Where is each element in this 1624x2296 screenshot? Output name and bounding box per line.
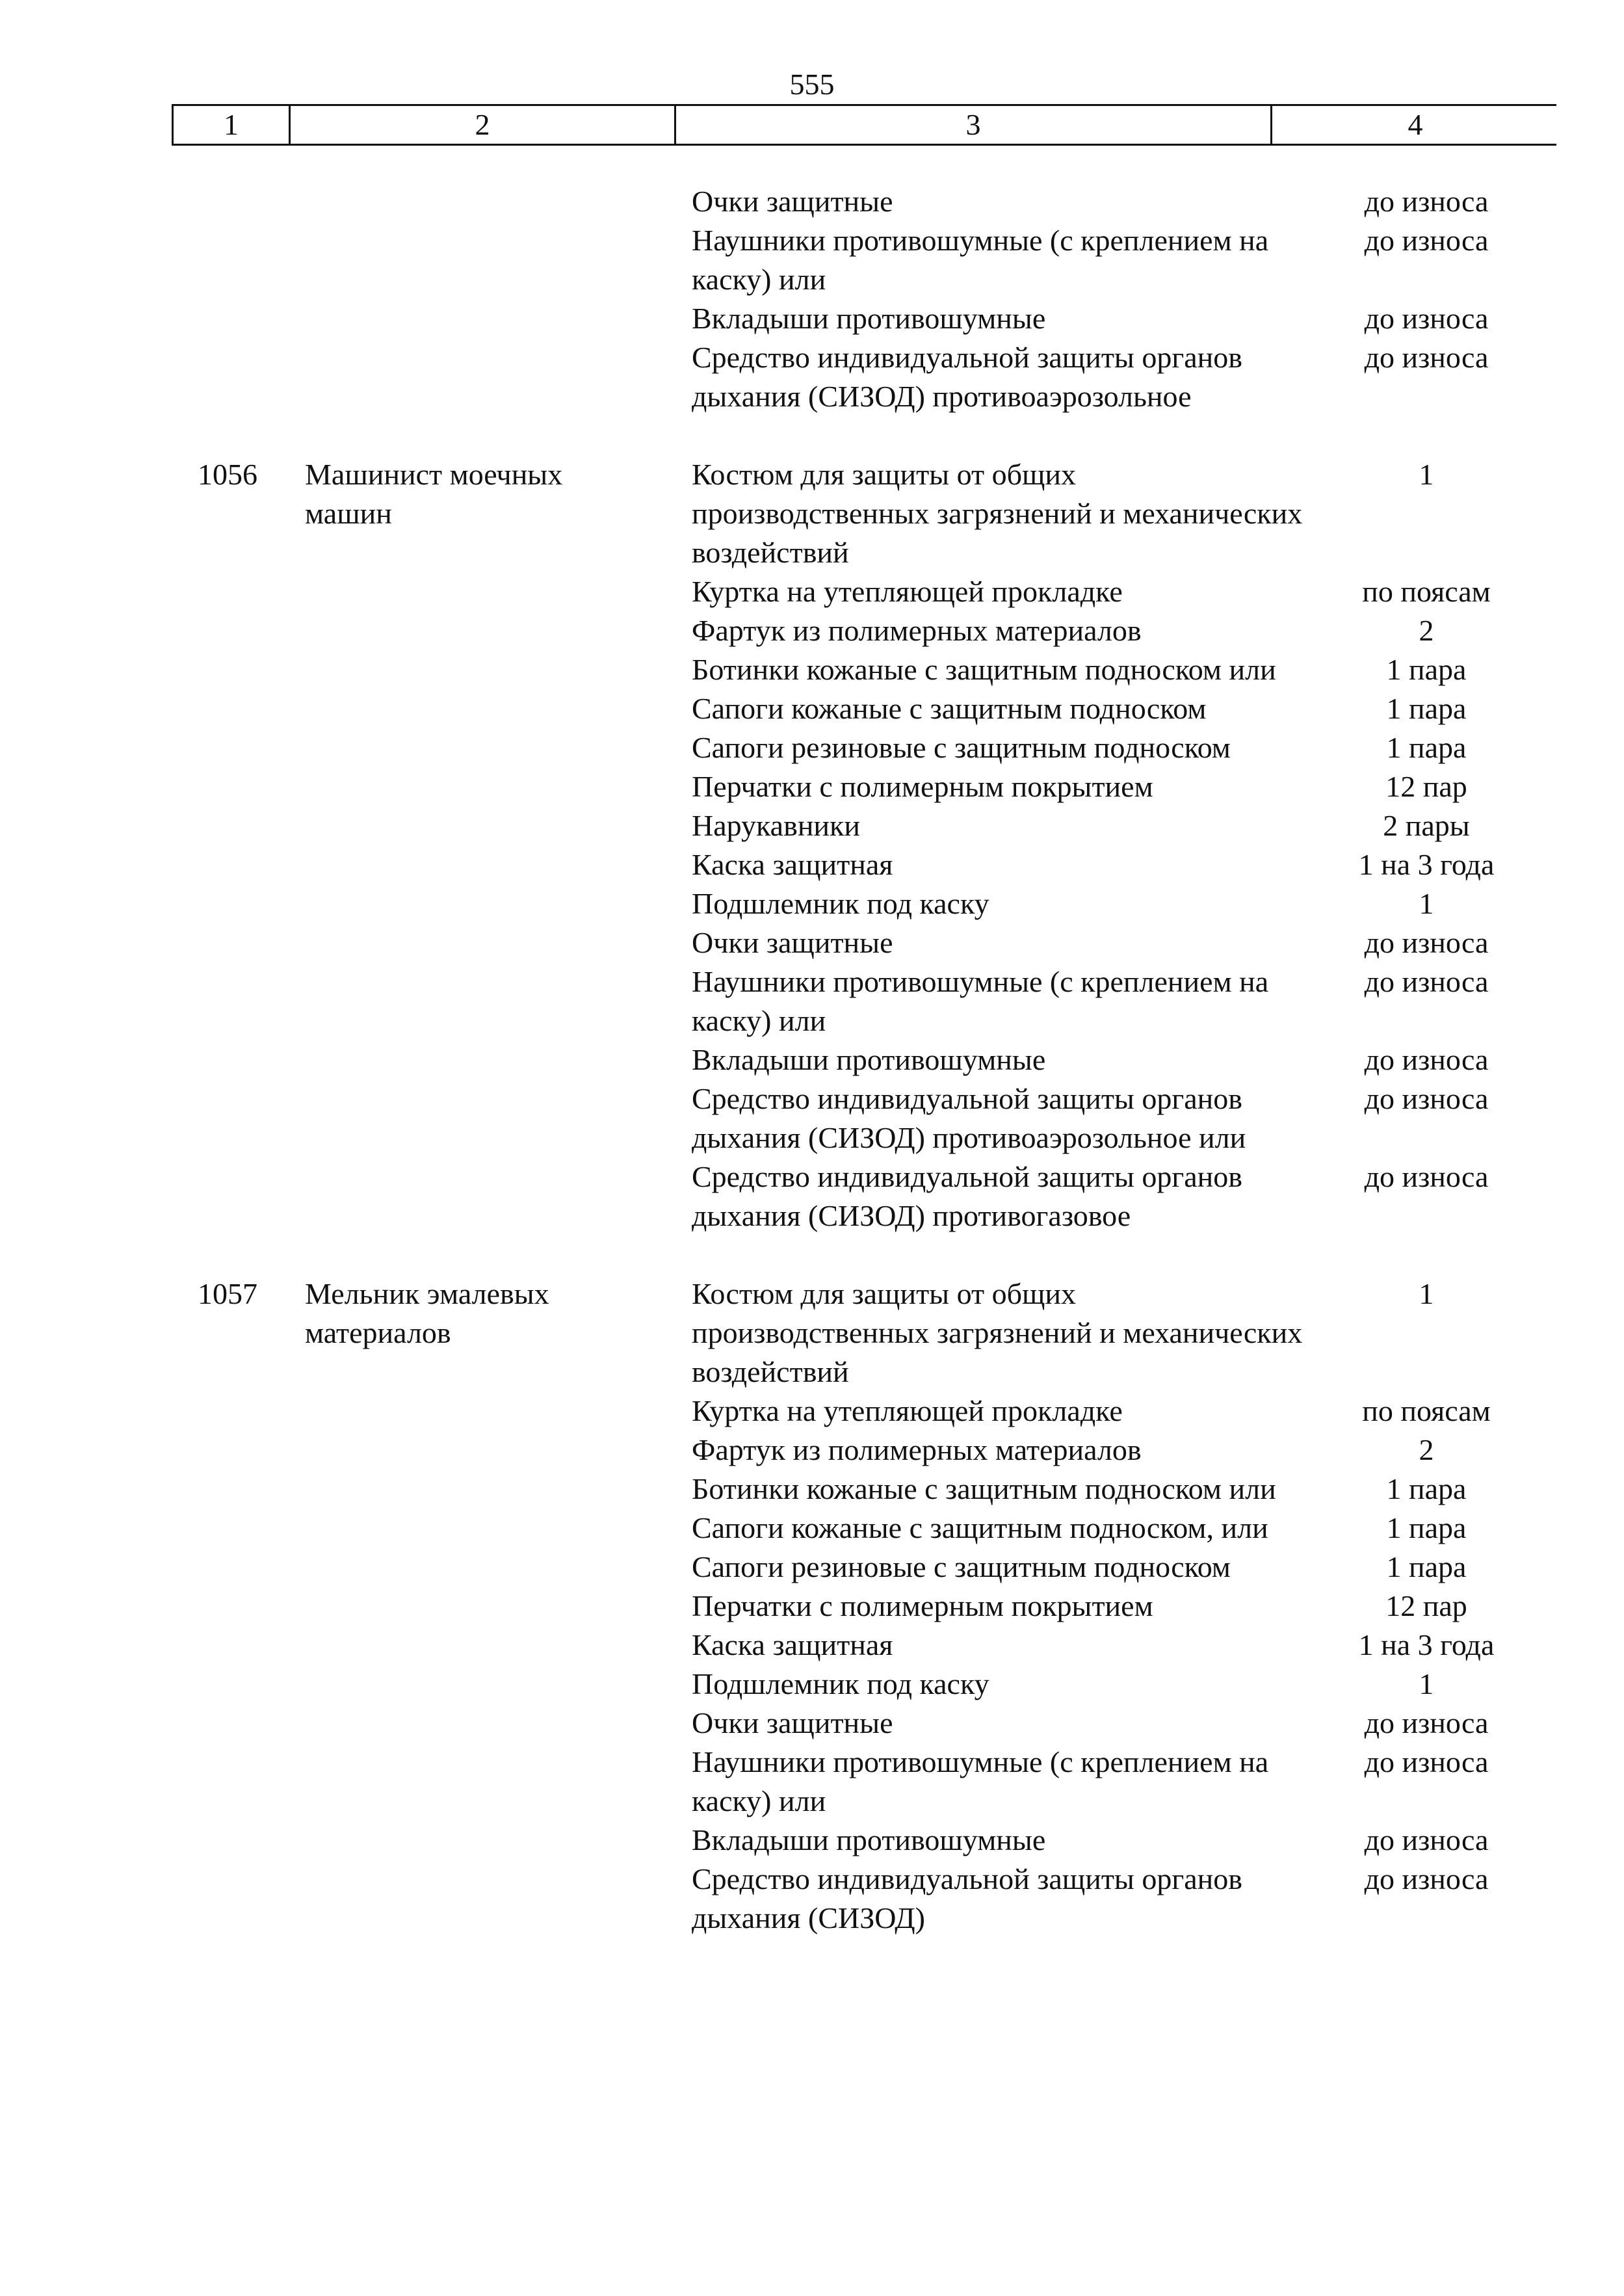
equipment-quantity: до износа <box>1364 1823 1489 1856</box>
column-header-2: 2 <box>291 106 676 144</box>
equipment-item <box>692 1743 1556 1821</box>
equipment-list <box>692 455 1556 1235</box>
equipment-quantity: до износа <box>1364 926 1489 959</box>
equipment-name: Очки защитные <box>692 926 893 959</box>
equipment-name: Перчатки с полимерным покрытием <box>692 1589 1153 1622</box>
entry-number: 1057 <box>198 1277 257 1310</box>
equipment-quantity: 1 <box>1419 1277 1434 1310</box>
equipment-quantity: до износа <box>1364 1043 1489 1076</box>
equipment-quantity: 1 пара <box>1386 731 1467 764</box>
equipment-name: Перчатки с полимерным покрытием <box>692 770 1153 803</box>
equipment-name: Каска защитная <box>692 848 893 881</box>
equipment-quantity: до износа <box>1364 1745 1489 1778</box>
equipment-name: Подшлемник под каску <box>692 887 989 920</box>
equipment-quantity: 1 <box>1419 887 1434 920</box>
equipment-name: Очки защитные <box>692 185 893 218</box>
equipment-name: Костюм для защиты от общих производственных загрязнений и механических воздействий <box>692 458 1303 569</box>
equipment-item <box>692 1079 1556 1157</box>
entry-profession: Мельник эмалевых материалов <box>305 1277 549 1349</box>
equipment-name: Сапоги кожаные с защитным подноском <box>692 692 1207 725</box>
equipment-name: Фартук из полимерных материалов <box>692 1433 1142 1466</box>
equipment-item <box>692 650 1556 689</box>
equipment-quantity: 1 <box>1419 1667 1434 1700</box>
equipment-quantity: 2 <box>1419 1433 1434 1466</box>
equipment-quantity: 2 <box>1419 614 1434 647</box>
equipment-quantity: 1 пара <box>1386 692 1467 725</box>
equipment-item <box>692 572 1556 611</box>
equipment-item <box>692 923 1556 962</box>
equipment-name: Средство индивидуальной защиты органов дыхания (СИЗОД) противоаэрозольное или <box>692 1082 1246 1154</box>
column-header-1: 1 <box>174 106 291 144</box>
equipment-name: Ботинки кожаные с защитным подноском или <box>692 653 1276 686</box>
equipment-quantity: до износа <box>1364 1706 1489 1739</box>
equipment-name: Наушники противошумные (с креплением на каску) или <box>692 1745 1269 1817</box>
equipment-item <box>692 338 1556 416</box>
equipment-item <box>692 962 1556 1040</box>
equipment-quantity: до износа <box>1364 1160 1489 1193</box>
equipment-item <box>692 1157 1556 1235</box>
equipment-item <box>692 1431 1556 1470</box>
equipment-item <box>692 1470 1556 1509</box>
column-header-row <box>172 104 1556 146</box>
equipment-quantity: до износа <box>1364 1862 1489 1895</box>
equipment-quantity: до износа <box>1364 965 1489 998</box>
equipment-item <box>692 1548 1556 1587</box>
equipment-name: Средство индивидуальной защиты органов дыхания (СИЗОД) <box>692 1862 1242 1934</box>
equipment-quantity: 1 на 3 года <box>1358 848 1495 881</box>
equipment-name: Сапоги кожаные с защитным подноском, или <box>692 1511 1268 1544</box>
equipment-name: Подшлемник под каску <box>692 1667 989 1700</box>
equipment-item <box>692 1860 1556 1938</box>
equipment-item <box>692 689 1556 728</box>
equipment-quantity: 2 пары <box>1383 809 1470 842</box>
equipment-item <box>692 455 1556 572</box>
entry <box>172 182 1556 416</box>
equipment-item <box>692 767 1556 806</box>
equipment-item <box>692 1665 1556 1704</box>
equipment-item <box>692 611 1556 650</box>
entry-profession: Машинист моечных машин <box>305 458 563 530</box>
equipment-quantity: 1 пара <box>1386 1472 1467 1505</box>
equipment-name: Средство индивидуальной защиты органов дыхания (СИЗОД) противогазовое <box>692 1160 1242 1232</box>
equipment-name: Сапоги резиновые с защитным подноском <box>692 731 1231 764</box>
equipment-name: Нарукавники <box>692 809 861 842</box>
equipment-name: Каска защитная <box>692 1628 893 1661</box>
equipment-name: Средство индивидуальной защиты органов дыхания (СИЗОД) противоаэрозольное <box>692 341 1242 413</box>
equipment-quantity: до износа <box>1364 224 1489 257</box>
equipment-list <box>692 182 1556 416</box>
equipment-quantity: по поясам <box>1362 1394 1491 1427</box>
equipment-item <box>692 1626 1556 1665</box>
equipment-quantity: до износа <box>1364 1082 1489 1115</box>
equipment-name: Вкладыши противошумные <box>692 302 1046 335</box>
equipment-item <box>692 1392 1556 1431</box>
equipment-item <box>692 1509 1556 1548</box>
equipment-item <box>692 299 1556 338</box>
equipment-name: Куртка на утепляющей прокладке <box>692 1394 1123 1427</box>
equipment-item <box>692 1587 1556 1626</box>
equipment-name: Сапоги резиновые с защитным подноском <box>692 1550 1231 1583</box>
equipment-item <box>692 1274 1556 1392</box>
equipment-quantity: до износа <box>1364 302 1489 335</box>
equipment-item <box>692 845 1556 884</box>
equipment-item <box>692 1040 1556 1079</box>
equipment-quantity: 12 пар <box>1385 1589 1467 1622</box>
equipment-list <box>692 1274 1556 1938</box>
equipment-quantity: 1 на 3 года <box>1358 1628 1495 1661</box>
entry-number: 1056 <box>198 458 257 491</box>
entries-list <box>172 182 1556 1977</box>
equipment-name: Куртка на утепляющей прокладке <box>692 575 1123 608</box>
column-header-3: 3 <box>676 106 1272 144</box>
page-number: 555 <box>789 68 835 101</box>
equipment-item <box>692 221 1556 299</box>
equipment-quantity: 1 <box>1419 458 1434 491</box>
equipment-item <box>692 728 1556 767</box>
column-header-4: 4 <box>1408 108 1423 141</box>
equipment-name: Костюм для защиты от общих производственных загрязнений и механических воздействий <box>692 1277 1303 1388</box>
equipment-quantity: 1 пара <box>1386 1511 1467 1544</box>
equipment-name: Вкладыши противошумные <box>692 1043 1046 1076</box>
equipment-quantity: 12 пар <box>1385 770 1467 803</box>
entry <box>172 455 1556 1235</box>
equipment-name: Вкладыши противошумные <box>692 1823 1046 1856</box>
equipment-item <box>692 806 1556 845</box>
equipment-item <box>692 884 1556 923</box>
equipment-name: Фартук из полимерных материалов <box>692 614 1142 647</box>
equipment-quantity: 1 пара <box>1386 653 1467 686</box>
equipment-quantity: 1 пара <box>1386 1550 1467 1583</box>
equipment-item <box>692 1704 1556 1743</box>
equipment-name: Очки защитные <box>692 1706 893 1739</box>
equipment-item <box>692 182 1556 221</box>
equipment-name: Ботинки кожаные с защитным подноском или <box>692 1472 1276 1505</box>
equipment-quantity: до износа <box>1364 341 1489 374</box>
equipment-quantity: до износа <box>1364 185 1489 218</box>
equipment-item <box>692 1821 1556 1860</box>
equipment-quantity: по поясам <box>1362 575 1491 608</box>
equipment-name: Наушники противошумные (с креплением на каску) или <box>692 224 1269 296</box>
entry <box>172 1274 1556 1938</box>
equipment-name: Наушники противошумные (с креплением на каску) или <box>692 965 1269 1037</box>
